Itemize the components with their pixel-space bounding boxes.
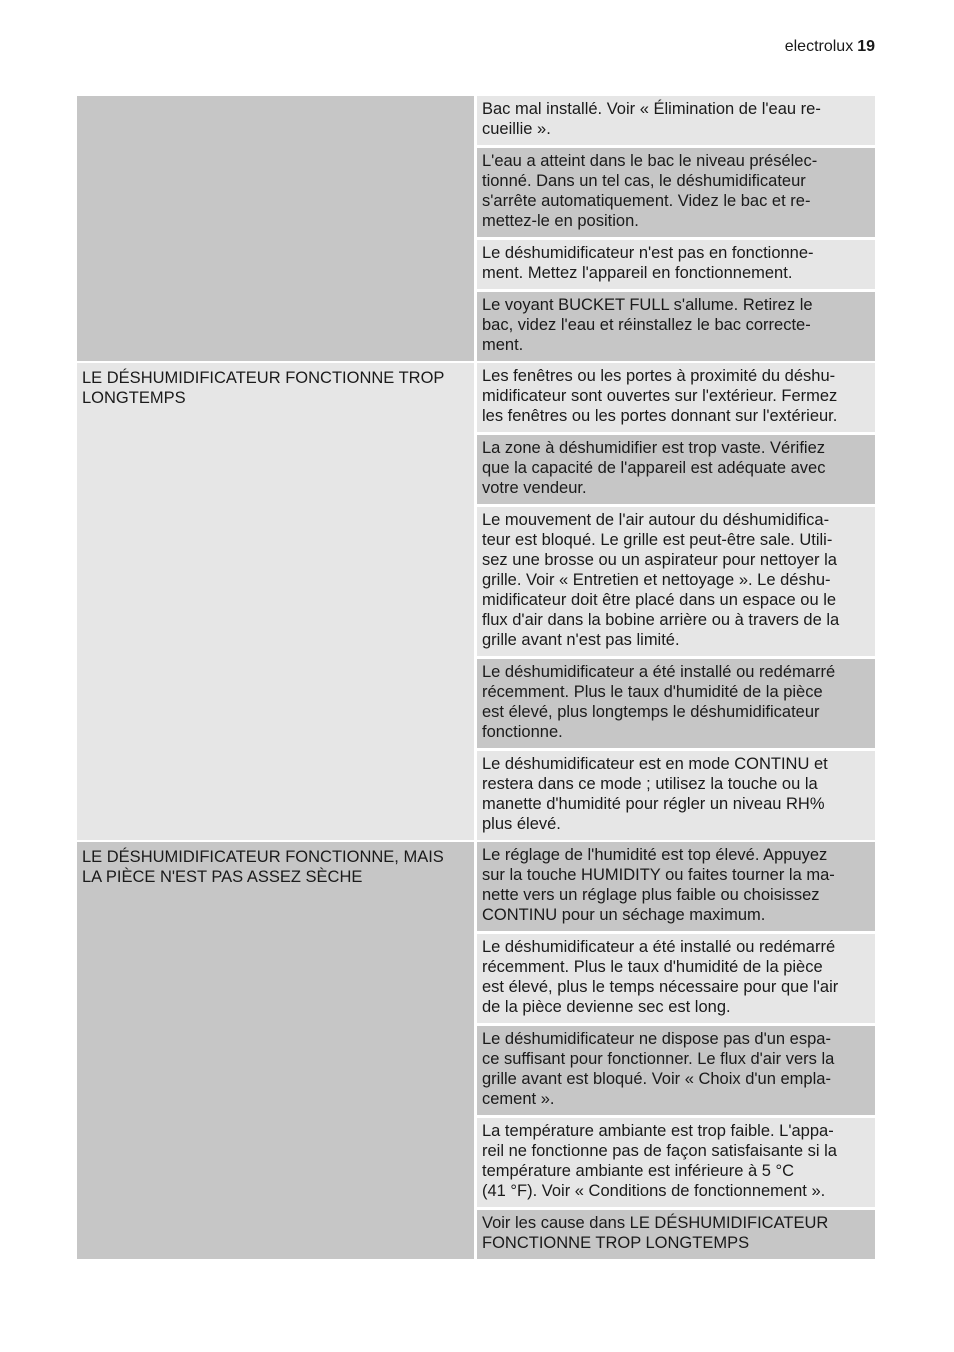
table-group	[77, 842, 875, 1259]
solution-list	[477, 842, 875, 1259]
page-number: 19	[857, 38, 875, 55]
solution-list	[477, 96, 875, 361]
solution-cell: Le déshumidificateur a été installé ou redémarré récemment. Plus le taux d'humidité de la pièce est élevé, plus le temps nécessaire pour que l'air de la pièce devienne sec est long.	[477, 934, 875, 1023]
table-group	[77, 363, 875, 840]
solution-cell: Le mouvement de l'air autour du déshumidifica- teur est bloqué. Le grille est peut-être sale. Utili- sez une brosse ou un aspirateur pour nettoyer la grille. Voir « Entretien et nettoyage ». Le déshu- midificateur doit être placé dans un espace ou le flux d'air dans la bobine arrière ou à travers de la grille avant n'est pas limité.	[477, 507, 875, 656]
solution-cell: La température ambiante est trop faible. L'appa- reil ne fonctionne pas de façon satisfaisante si la température ambiante est inférieure à 5 °C (41 °F). Voir « Conditions de fonctionnement ».	[477, 1118, 875, 1207]
problem-label: LE DÉSHUMIDIFICATEUR FONCTIONNE, MAIS LA PIÈCE N'EST PAS ASSEZ SÈCHE	[77, 842, 474, 1259]
brand-name: electrolux	[784, 38, 854, 55]
problem-label: LE DÉSHUMIDIFICATEUR FONCTIONNE TROP LONGTEMPS	[77, 363, 474, 840]
table-group	[77, 96, 875, 361]
solution-cell: Le voyant BUCKET FULL s'allume. Retirez le bac, videz l'eau et réinstallez le bac correcte- ment.	[477, 292, 875, 361]
solution-cell: Le déshumidificateur est en mode CONTINU et restera dans ce mode ; utilisez la touche ou la manette d'humidité pour régler un niveau RH% plus élevé.	[477, 751, 875, 840]
solution-cell: Voir les cause dans LE DÉSHUMIDIFICATEUR FONCTIONNE TROP LONGTEMPS	[477, 1210, 875, 1259]
solution-cell: Bac mal installé. Voir « Élimination de l'eau re- cueillie ».	[477, 96, 875, 145]
solution-cell: L'eau a atteint dans le bac le niveau présélec- tionné. Dans un tel cas, le déshumidificateur s'arrête automatiquement. Videz le bac et re- mettez-le en position.	[477, 148, 875, 237]
solution-cell: Le déshumidificateur a été installé ou redémarré récemment. Plus le taux d'humidité de la pièce est élevé, plus longtemps le déshumidificateur fonctionne.	[477, 659, 875, 748]
solution-cell: Le réglage de l'humidité est top élevé. Appuyez sur la touche HUMIDITY ou faites tourner la ma- nette vers un réglage plus faible ou choisissez CONTINU pour un séchage maximum.	[477, 842, 875, 931]
solution-cell: La zone à déshumidifier est trop vaste. Vérifiez que la capacité de l'appareil est adéquate avec votre vendeur.	[477, 435, 875, 504]
solution-list	[477, 363, 875, 840]
solution-cell: Le déshumidificateur n'est pas en fonctionne- ment. Mettez l'appareil en fonctionnement.	[477, 240, 875, 289]
problem-label	[77, 96, 474, 361]
solution-cell: Le déshumidificateur ne dispose pas d'un espa- ce suffisant pour fonctionner. Le flux d'air vers la grille avant est bloqué. Voir « Choix d'un empla- cement ».	[477, 1026, 875, 1115]
solution-cell: Les fenêtres ou les portes à proximité du déshu- midificateur sont ouvertes sur l'extérieur. Fermez les fenêtres ou les portes donnant sur l'extérieur.	[477, 363, 875, 432]
page-header	[785, 37, 875, 57]
troubleshooting-table	[77, 96, 875, 1259]
